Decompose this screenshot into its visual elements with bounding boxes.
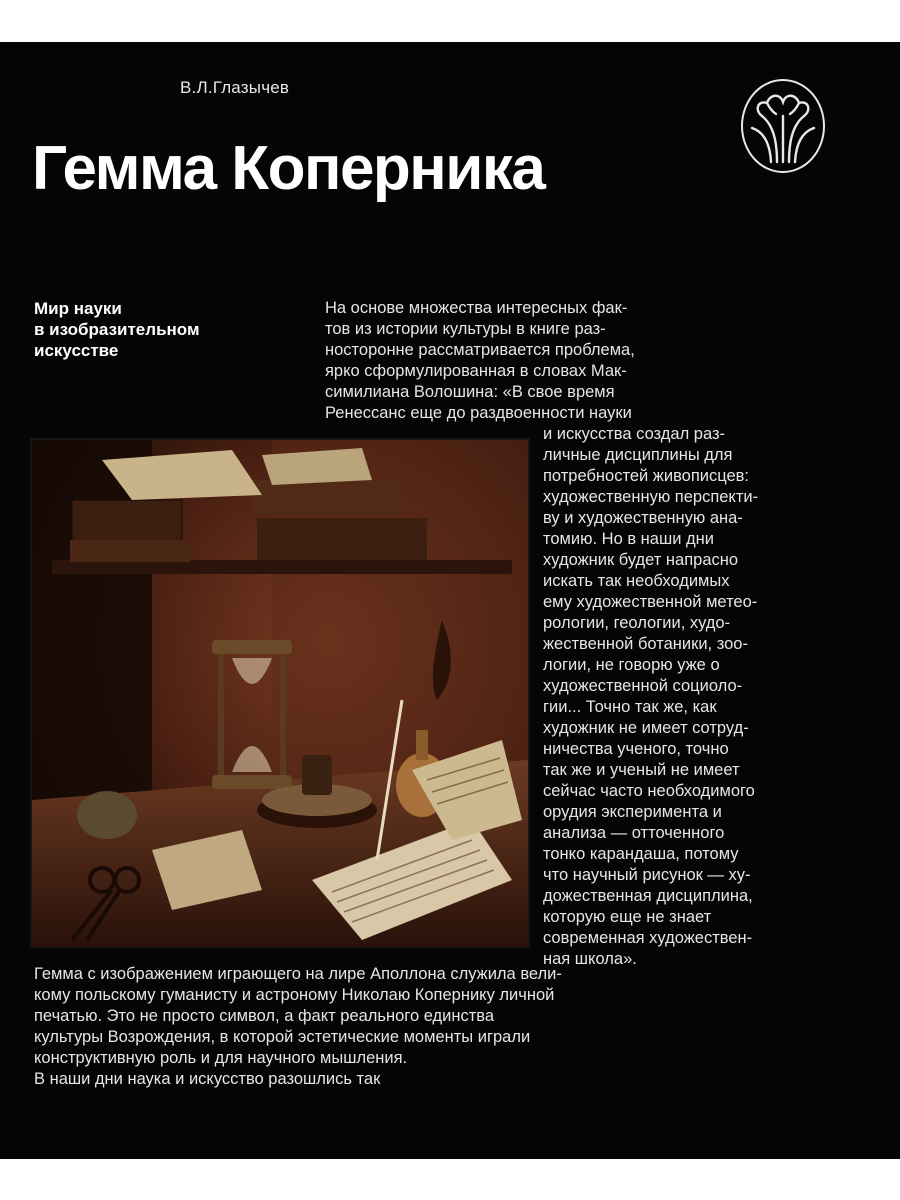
book-title: Гемма Коперника: [32, 134, 545, 203]
text-line: печатью. Это не просто символ, а факт реального единства: [34, 1007, 495, 1025]
book-cover: [0, 42, 900, 1159]
author-name: В.Л.Глазычев: [180, 78, 290, 97]
quote-right: [543, 424, 893, 970]
text-line: ярко сформулированная в словах Мак-: [325, 362, 627, 380]
text-line: гии... Точно так же, как: [543, 698, 717, 716]
text-line: потребностей живописцев:: [543, 467, 750, 485]
text-line: художник не имеет сотруд-: [543, 719, 749, 737]
text-line: носторонне рассматривается проблема,: [325, 341, 635, 359]
text-line: В наши дни наука и искусство разошлись так: [34, 1070, 381, 1088]
text-line: дожественная дисциплина,: [543, 887, 753, 905]
text-line: ничества ученого, точно: [543, 740, 729, 758]
text-line: сейчас часто необходимого: [543, 782, 755, 800]
series-line: искусстве: [34, 341, 119, 360]
text-line: конструктивную роль и для научного мышления.: [34, 1049, 408, 1067]
still-life-painting-icon: [30, 438, 530, 948]
text-line: так же и ученый не имеет: [543, 761, 740, 779]
text-line: анализа — отточенного: [543, 824, 725, 842]
text-line: логии, не говорю уже о: [543, 656, 720, 674]
text-line: художественной социоло-: [543, 677, 743, 695]
text-line: Ренессанс еще до раздвоенности науки: [325, 404, 632, 422]
text-line: ная школа».: [543, 950, 637, 968]
text-line: рологии, геологии, худо-: [543, 614, 731, 632]
quote-top: [325, 298, 885, 424]
publisher-emblem-icon: [740, 78, 826, 174]
series-line: Мир науки: [34, 299, 122, 318]
bottom-text: [34, 964, 894, 1090]
series-title: [34, 298, 200, 361]
text-line: и искусства создал раз-: [543, 425, 726, 443]
text-line: тов из истории культуры в книге раз-: [325, 320, 606, 338]
text-line: томию. Но в наши дни: [543, 530, 714, 548]
text-line: что научный рисунок — ху-: [543, 866, 751, 884]
text-line: тонко карандаша, потому: [543, 845, 739, 863]
text-line: ву и художественную ана-: [543, 509, 743, 527]
text-line: искать так необходимых: [543, 572, 730, 590]
text-line: орудия эксперимента и: [543, 803, 722, 821]
text-line: На основе множества интересных фак-: [325, 299, 628, 317]
text-line: кому польскому гуманисту и астроному Николаю Копернику личной: [34, 986, 555, 1004]
text-line: ему художественной метео-: [543, 593, 758, 611]
text-line: художественную перспекти-: [543, 488, 759, 506]
series-line: в изобразительном: [34, 320, 200, 339]
text-line: которую еще не знает: [543, 908, 712, 926]
text-line: личные дисциплины для: [543, 446, 733, 464]
text-line: симилиана Волошина: «В свое время: [325, 383, 615, 401]
text-line: культуры Возрождения, в которой эстетические моменты играли: [34, 1028, 531, 1046]
text-line: жественной ботаники, зоо-: [543, 635, 748, 653]
text-line: Гемма с изображением играющего на лире Аполлона служила вели-: [34, 965, 562, 983]
text-line: художник будет напрасно: [543, 551, 739, 569]
text-line: современная художествен-: [543, 929, 753, 947]
